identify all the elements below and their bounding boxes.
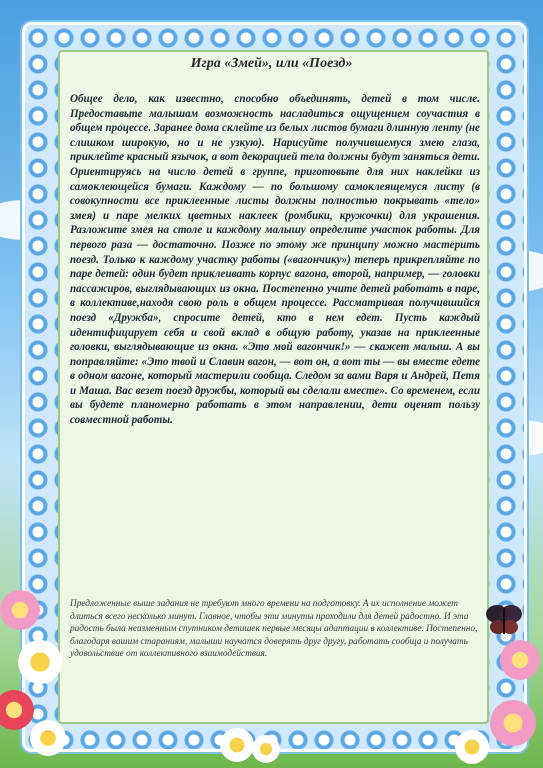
flower-icon <box>0 590 40 630</box>
flower-icon <box>30 720 66 756</box>
flower-icon <box>490 700 536 746</box>
flower-icon <box>500 640 540 680</box>
flower-icon <box>18 640 62 684</box>
note-text: Предложенные выше задания не требуют много времени на подготовку. А их исполнение может длиться всего несколько минут. Главное, чтобы эти минуты проходили для детей радостно. И эта радость была неизменным спутником детишек первые месяцы адаптации в коллективе. Постепенно, благодаря вашим стараниям, малыши научатся доверять друг другу, работать сообща и получать удовольствие от коллективного взаимодействия. <box>70 599 478 660</box>
flower-icon <box>252 735 280 763</box>
page-title: Игра «Змей», или «Поезд» <box>190 56 353 71</box>
butterfly-icon <box>484 600 524 640</box>
flower-icon <box>455 730 489 764</box>
main-text: Общее дело, как известно, способно объединять, детей в том числе. Предоставьте малышам возможность насладиться ощущением соучастия в общем процессе. Заранее дома склейте из белых листов бумаги длинную ленту (не слишком широкую, но и не узкую). Нарисуйте получившемуся змею глаза, приклейте красный язычок, а вот декорацией тела должны будут заняться дети. Ориентируясь на число детей в группе, приготовьте для них наклейки из самоклеющейся бумаги. Каждому — по большому самоклеящемуся листу (в совокупности все приклеенные листы должны полностью покрывать «тело» змея) и паре мелких цветных наклеек (ромбики, кружочки) для украшения. Разложите змея на столе и каждому малышу определите участок работы. Для первого раза — достаточно. Позже по этому же принципу можно мастерить поезд. Только к каждому участку работы («вагончику») теперь прикрепляйте по паре детей: один будет приклеивать корпус вагона, второй, например, — головки пассажиров, выглядывающих из окна. Постепенно учите детей работать в паре, в коллективе,находя свою роль в общем процессе. Рассматривая получившийся поезд «Дружба», спросите детей, кто в нем едет. Пусть каждый идентифицирует себя и свой вклад в общую работу, указав на приклеенные головки, выглядывающие из окна. «Это мой вагончик!» — скажет малыш. А вы поправляйте: «Это твой и Славин вагон, — вот он, а вот ты — вы вместе едете в одном вагоне, который мастерили сообща. Следом за вами Варя и Андрей, Петя и Маша. Вас везет поезд дружбы, который вы сделали вместе». Со временем, если вы будете планомерно работать в этом направлении, дети оценят пользу совместной работы. <box>70 93 480 427</box>
flower-icon <box>220 728 254 762</box>
